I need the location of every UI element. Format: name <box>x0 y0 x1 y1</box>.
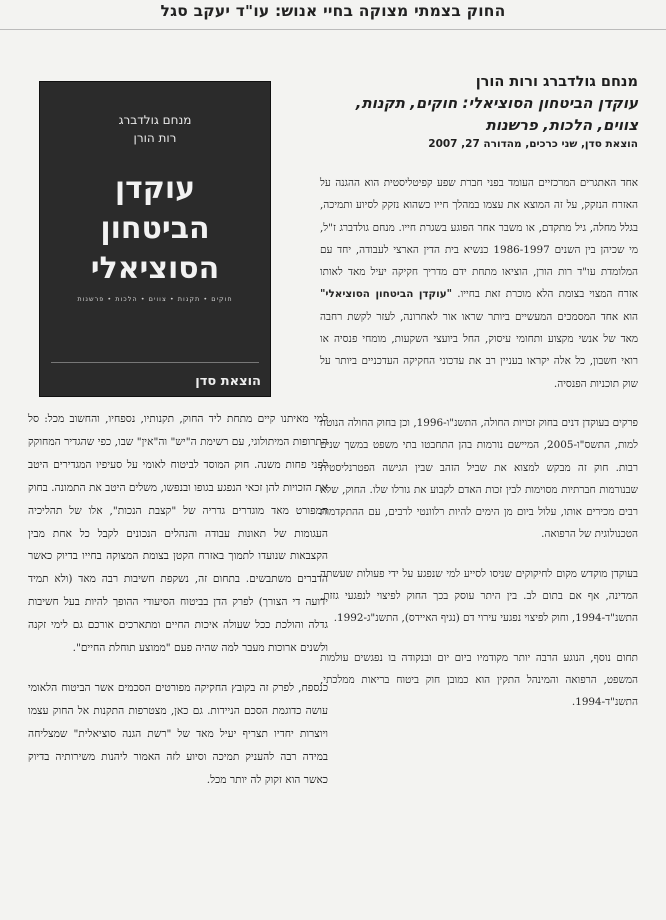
running-head: החוק בצמתי מצוקה בחיי אנוש: עו"ד יעקב סגל <box>160 2 506 20</box>
header-rule <box>0 29 666 30</box>
cover-title-line-1: עוקדן <box>114 171 196 206</box>
cover-title <box>39 169 271 289</box>
cover-publisher: הוצאת סדן <box>195 374 261 389</box>
paragraph-6: כנספח, לפרק זה בקובץ החקיקה מפורטים הסכמים אשר הביטוח הלאומי עושה כדוגמת הסכם הניידות. גם כאן, מצטרפות התקנות אל החוק עצמו ויוצרות יחדיו תצריף יעיל מאד של "רשת הגנה סוציאלית" שמצליחה במידה רבה להעניק תמיכה וסיוע לזה האמור ליהנות משירותיה בדיוק כאשר הוא זקוק לה יותר מכל. <box>28 681 328 786</box>
book-cover-image <box>39 81 271 397</box>
review-book-title: עוקדן הביטחון הסוציאלי: חוקים, תקנות, צווים, הלכות, פרשנות <box>355 94 638 134</box>
paragraph-5: למי מאיתנו קיים מתחת ליד החוק, תקנותיו, נספחיו, והחשוב מכל: סל התרופות המיתולוגי, עם רשימת ה"יש" וה"אין" שבו, כפי שהגדיר המחוקק לפני פחות משנה. חוק המוסד לביטוח לאומי על סעיפיו המגדירים היטב את הזכויות להן זכאי הנפגע בגופו ובנפשו, משלים היטב את התמונה. בחוק המפורט מאד מוגדרים גדריה של "קצבת הנכות", אלו של תהליכיה העגומות של תאונות עבודה והנהלים הנכונים לקבל כל אחת מבין הקצבאות שנועדו לתמוך באזרח הקטן בצומת המצוקה בחייו בדיוק כאשר הדברים משתבשים. בתחום זה, נשקפת חשיבות רבה מאד (ולא תמיד ידועה די הצורך) לפרק הדן בביטוח הסיעודי ההופך להיות בעל חשיבות גדלה והולכת ככל שעולה איכות החיים ומתארכים אורכם גם לימי זקנה ולשנים ארוכות מעבר למה שהיה פעם "ממוצע תוחלת החיים". <box>28 413 328 655</box>
left-column <box>28 408 328 809</box>
cover-title-line-2: הביטחון <box>100 211 210 246</box>
cover-title-line-3: הסוציאלי <box>90 251 220 286</box>
paragraph-1 <box>320 172 638 395</box>
cover-subtitle: חוקים • תקנות • צווים • הלכות • פרשנות <box>77 295 233 303</box>
cover-authors <box>39 111 271 147</box>
paragraph-3: בעוקדן מוקדש מקום לחיקוקים שניסו לסייע למי שנפגע על ידי פעולות שעשתה המדינה, אף אם בתום לב. בין היתר עוסק בכך החוק לפיצוי לנפגעי גזזת, התשנ"ד-1994, וחוק לפיצוי נפגעי עירוי דם (נגיף האיידס), התשנ"ג-1992. <box>320 567 638 625</box>
cover-author-2: רות הורן <box>133 131 177 145</box>
paragraph-1-part-a: אחד האתגרים המרכזיים העומד בפני חברת שפע קפיטליסטית הוא ההגנה על האזרח הנזקק, על זה המוצא את עצמו במהלך חייו כשהוא נזקק לסיוע ותמיכה, בגלל מחלה, גיל מתקדם, או משבר אחר הפוגע בשגרת חייו. מנחם גולדברג ז"ל, מי שכיהן בין השנים 1986-1997 כנשיא בית הדין הארצי לעבודה, יחד עם המלומדת עו"ד רות הורן, הוציאו מתחת ידם מדריך חקיקה יעיל מאד לאותו אזרח המצוי בצומת הלא מוכרת זאת בחייו. <box>320 177 638 301</box>
paragraph-4: תחום נוסף, הנוגע הרבה יותר מקודמיו ביום יום ובנקודה בו נפגשים עולמות המשפט, הרפואה והמינהל התקין הוא כמובן חוק ביטוח בריאות ממלכתי, התשנ"ד-1994. <box>320 651 638 709</box>
right-column <box>320 74 638 731</box>
paragraph-1-part-b: הוא אחד המסמכים המעשיים ביותר שראו אור לאחרונה, לעזר לקשת רחבה מאד של אנשי מקצוע ותחומי עיסוק, החל ביועצי השקעות, מומחי פנסיה או רואי חשבון, כל אלה יקראו בעניין רב את עדכוני החקיקה העדכניים ביותר על שוק תוכניות הפנסיה. <box>320 310 638 390</box>
cover-divider <box>51 362 259 363</box>
book-name-bold: "עוקדן הביטחון הסוציאלי" <box>320 288 453 301</box>
cover-author-1: מנחם גולדברג <box>118 113 192 127</box>
review-author: מנחם גולדברג ורות הורן <box>475 74 638 90</box>
review-publisher: הוצאת סדן, שני כרכים, מהדורה 27, 2007 <box>428 138 638 150</box>
paragraph-2: פרקים בעוקדן דנים בחוק זכויות החולה, התשנ"ו-1996, וכן בחוק החולה הנוטה למות, התשס"ו-2005, המיישם נורמות בהן התחבטו בתי משפט במשך שנים רבות. חוק זה מבקש למצוא את שביל הזהב שבין הגישה הפטרנליסטית שבנורמות חברתיות מסוימות לבין זכות האדם לקבוע את גורלו שלו. החוק, שלא רבים מכירים אותו, עלול ביום מן הימים להיות רלוונטי לרבים, עם ההתקדמות הטכנולוגית של הרפואה. <box>320 416 638 541</box>
